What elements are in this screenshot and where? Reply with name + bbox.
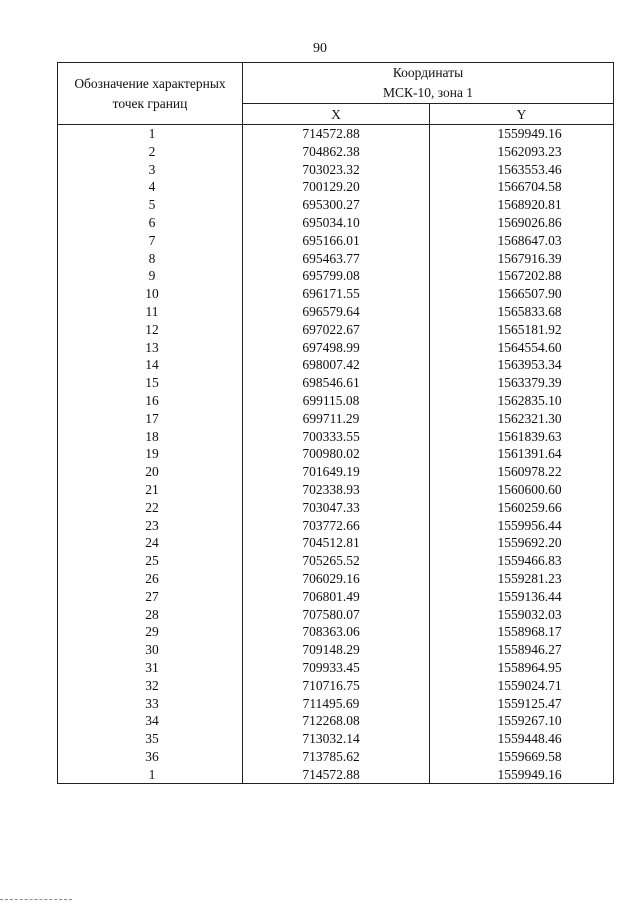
y-coordinate-cell: 1568647.03: [430, 232, 614, 250]
table-row: [58, 534, 614, 552]
y-coordinate-cell: 1558964.95: [430, 659, 614, 677]
table-row: [58, 570, 614, 588]
x-coordinate-cell: 702338.93: [243, 481, 430, 499]
y-coordinate-cell: 1562093.23: [430, 143, 614, 161]
y-coordinate-cell: 1559281.23: [430, 570, 614, 588]
point-number-cell: 24: [58, 534, 243, 552]
point-number-cell: 3: [58, 161, 243, 179]
table-row: [58, 677, 614, 695]
y-coordinate-cell: 1563953.34: [430, 356, 614, 374]
table-row: [58, 356, 614, 374]
table-row: [58, 321, 614, 339]
y-coordinate-cell: 1563379.39: [430, 374, 614, 392]
x-coordinate-cell: 700980.02: [243, 445, 430, 463]
point-number-cell: 19: [58, 445, 243, 463]
point-number-cell: 5: [58, 196, 243, 214]
x-coordinate-cell: 696171.55: [243, 285, 430, 303]
table-row: [58, 499, 614, 517]
x-coordinate-cell: 695799.08: [243, 267, 430, 285]
x-coordinate-cell: 710716.75: [243, 677, 430, 695]
page-number: 90: [313, 41, 327, 56]
point-number-cell: 7: [58, 232, 243, 250]
x-coordinate-cell: 713032.14: [243, 730, 430, 748]
point-number-cell: 31: [58, 659, 243, 677]
x-coordinate-cell: 704862.38: [243, 143, 430, 161]
x-coordinate-cell: 695463.77: [243, 250, 430, 268]
x-coordinate-cell: 712268.08: [243, 712, 430, 730]
x-coordinate-cell: 706801.49: [243, 588, 430, 606]
x-coordinate-cell: 703047.33: [243, 499, 430, 517]
y-coordinate-cell: 1559956.44: [430, 517, 614, 535]
point-number-cell: 11: [58, 303, 243, 321]
x-column-header: X: [243, 104, 430, 125]
x-coordinate-cell: 709933.45: [243, 659, 430, 677]
x-coordinate-cell: 695034.10: [243, 214, 430, 232]
table-body: [58, 125, 614, 784]
y-coordinate-cell: 1559949.16: [430, 766, 614, 784]
point-number-cell: 6: [58, 214, 243, 232]
x-coordinate-cell: 695166.01: [243, 232, 430, 250]
y-coordinate-cell: 1567916.39: [430, 250, 614, 268]
x-coordinate-cell: 714572.88: [243, 125, 430, 143]
y-coordinate-cell: 1568920.81: [430, 196, 614, 214]
x-coordinate-cell: 700129.20: [243, 178, 430, 196]
x-coordinate-cell: 698546.61: [243, 374, 430, 392]
table-row: [58, 303, 614, 321]
coordinate-system: МСК-10, зона 1: [382, 85, 474, 100]
y-column-header: Y: [430, 104, 614, 125]
points-column-header: Обозначение характерных точек границ: [58, 63, 243, 125]
y-coordinate-cell: 1567202.88: [430, 267, 614, 285]
table-row: [58, 463, 614, 481]
point-number-cell: 17: [58, 410, 243, 428]
table-row: [58, 588, 614, 606]
point-number-cell: 32: [58, 677, 243, 695]
point-number-cell: 4: [58, 178, 243, 196]
x-coordinate-cell: 711495.69: [243, 695, 430, 713]
point-number-cell: 20: [58, 463, 243, 481]
y-coordinate-cell: 1565181.92: [430, 321, 614, 339]
table-row: [58, 623, 614, 641]
coordinates-header: [243, 63, 614, 104]
x-coordinate-cell: 709148.29: [243, 641, 430, 659]
point-number-cell: 26: [58, 570, 243, 588]
table-row: [58, 730, 614, 748]
y-coordinate-cell: 1562835.10: [430, 392, 614, 410]
point-number-cell: 1: [58, 766, 243, 784]
table-row: [58, 712, 614, 730]
point-number-cell: 35: [58, 730, 243, 748]
y-coordinate-cell: 1560259.66: [430, 499, 614, 517]
x-coordinate-cell: 713785.62: [243, 748, 430, 766]
x-coordinate-cell: 708363.06: [243, 623, 430, 641]
scan-artifact-line: [0, 899, 72, 902]
table-row: [58, 481, 614, 499]
point-number-cell: 14: [58, 356, 243, 374]
x-coordinate-cell: 700333.55: [243, 428, 430, 446]
table-row: [58, 445, 614, 463]
x-coordinate-cell: 705265.52: [243, 552, 430, 570]
table-row: [58, 374, 614, 392]
x-coordinate-cell: 704512.81: [243, 534, 430, 552]
y-coordinate-cell: 1558946.27: [430, 641, 614, 659]
y-coordinate-cell: 1559267.10: [430, 712, 614, 730]
coordinates-table: [57, 62, 614, 784]
x-coordinate-cell: 699711.29: [243, 410, 430, 428]
table-row: [58, 339, 614, 357]
y-coordinate-cell: 1559466.83: [430, 552, 614, 570]
point-number-cell: 18: [58, 428, 243, 446]
table-row: [58, 161, 614, 179]
y-coordinate-cell: 1561391.64: [430, 445, 614, 463]
table-row: [58, 410, 614, 428]
table-row: [58, 552, 614, 570]
table-row: [58, 659, 614, 677]
point-number-cell: 33: [58, 695, 243, 713]
point-number-cell: 16: [58, 392, 243, 410]
table-row: [58, 232, 614, 250]
y-coordinate-cell: 1564554.60: [430, 339, 614, 357]
y-coordinate-cell: 1563553.46: [430, 161, 614, 179]
table-row: [58, 766, 614, 784]
y-coordinate-cell: 1560978.22: [430, 463, 614, 481]
y-coordinate-cell: 1559125.47: [430, 695, 614, 713]
y-coordinate-cell: 1561839.63: [430, 428, 614, 446]
x-coordinate-cell: 697498.99: [243, 339, 430, 357]
y-coordinate-cell: 1559949.16: [430, 125, 614, 143]
y-coordinate-cell: 1558968.17: [430, 623, 614, 641]
x-coordinate-cell: 695300.27: [243, 196, 430, 214]
x-coordinate-cell: 703023.32: [243, 161, 430, 179]
y-coordinate-cell: 1566507.90: [430, 285, 614, 303]
point-number-cell: 34: [58, 712, 243, 730]
y-coordinate-cell: 1560600.60: [430, 481, 614, 499]
x-coordinate-cell: 703772.66: [243, 517, 430, 535]
point-number-cell: 27: [58, 588, 243, 606]
y-coordinate-cell: 1562321.30: [430, 410, 614, 428]
point-number-cell: 15: [58, 374, 243, 392]
table-row: [58, 125, 614, 143]
x-coordinate-cell: 696579.64: [243, 303, 430, 321]
table-row: [58, 178, 614, 196]
y-coordinate-cell: 1559669.58: [430, 748, 614, 766]
table-row: [58, 428, 614, 446]
y-coordinate-cell: 1559032.03: [430, 606, 614, 624]
point-number-cell: 25: [58, 552, 243, 570]
point-number-cell: 36: [58, 748, 243, 766]
x-coordinate-cell: 698007.42: [243, 356, 430, 374]
x-coordinate-cell: 707580.07: [243, 606, 430, 624]
point-number-cell: 13: [58, 339, 243, 357]
table-row: [58, 748, 614, 766]
table-row: [58, 517, 614, 535]
point-number-cell: 23: [58, 517, 243, 535]
coordinates-title: Координаты: [392, 65, 464, 80]
x-coordinate-cell: 706029.16: [243, 570, 430, 588]
point-number-cell: 29: [58, 623, 243, 641]
point-number-cell: 22: [58, 499, 243, 517]
point-number-cell: 1: [58, 125, 243, 143]
table-row: [58, 267, 614, 285]
table-row: [58, 250, 614, 268]
point-number-cell: 28: [58, 606, 243, 624]
point-number-cell: 30: [58, 641, 243, 659]
table-row: [58, 641, 614, 659]
y-coordinate-cell: 1559692.20: [430, 534, 614, 552]
y-coordinate-cell: 1559024.71: [430, 677, 614, 695]
point-number-cell: 9: [58, 267, 243, 285]
y-coordinate-cell: 1565833.68: [430, 303, 614, 321]
y-coordinate-cell: 1559136.44: [430, 588, 614, 606]
table-row: [58, 214, 614, 232]
x-coordinate-cell: 714572.88: [243, 766, 430, 784]
table-row: [58, 392, 614, 410]
table-row: [58, 285, 614, 303]
x-coordinate-cell: 701649.19: [243, 463, 430, 481]
point-number-cell: 21: [58, 481, 243, 499]
point-number-cell: 2: [58, 143, 243, 161]
y-coordinate-cell: 1566704.58: [430, 178, 614, 196]
point-number-cell: 10: [58, 285, 243, 303]
y-coordinate-cell: 1569026.86: [430, 214, 614, 232]
y-coordinate-cell: 1559448.46: [430, 730, 614, 748]
table-row: [58, 695, 614, 713]
x-coordinate-cell: 697022.67: [243, 321, 430, 339]
point-number-cell: 12: [58, 321, 243, 339]
x-coordinate-cell: 699115.08: [243, 392, 430, 410]
point-number-cell: 8: [58, 250, 243, 268]
table-row: [58, 606, 614, 624]
table-row: [58, 196, 614, 214]
table-row: [58, 143, 614, 161]
